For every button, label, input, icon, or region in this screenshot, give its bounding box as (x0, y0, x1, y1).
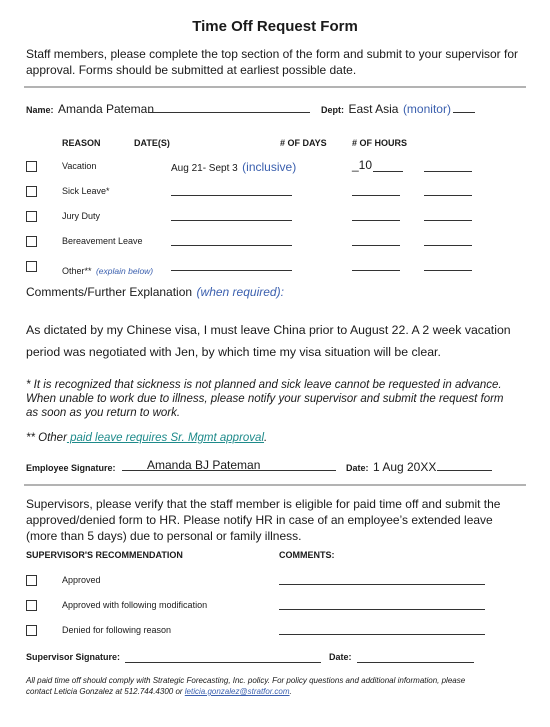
bereavement-label: Bereavement Leave (62, 236, 143, 246)
denied-checkbox[interactable] (26, 625, 37, 636)
vacation-extra-underline[interactable] (424, 171, 472, 172)
dept-note: (monitor) (402, 102, 451, 116)
jury-duty-hours-field[interactable] (352, 220, 400, 221)
approved-modification-checkbox[interactable] (26, 600, 37, 611)
intro-text: Staff members, please complete the top section of the form and submit to your supervisor for approval. Forms should be submitted at earliest possible date. (26, 47, 519, 77)
supervisor-date-field[interactable] (357, 662, 474, 663)
other-footnote-prefix: ** Other (26, 432, 67, 444)
footer-line-2 (26, 686, 526, 697)
vacation-label: Vacation (62, 161, 97, 171)
employee-date-value[interactable]: 1 Aug 20XX (372, 460, 437, 474)
dept-row (321, 100, 451, 118)
footer-email-link[interactable]: leticia.gonzalez@stratfor.com (184, 687, 290, 696)
vacation-dates[interactable] (171, 158, 296, 176)
header-days: # OF DAYS (280, 138, 327, 148)
vacation-checkbox[interactable] (26, 161, 37, 172)
supervisor-intro: Supervisors, please verify that the staff member is eligible for paid time off and submit the approved/denied form to HR. Please notify HR in case of an employee’s extended leave (more than 5 days) due to personal or family illness. (26, 497, 501, 543)
supervisor-signature-label: Supervisor Signature: (26, 652, 121, 662)
other-note: (explain below) (95, 266, 154, 276)
comments-text[interactable]: As dictated by my Chinese visa, I must leave China prior to August 22. A 2 week vacation period was negotiated with Jen, by which time my visa situation will be clear. (26, 323, 511, 359)
footer-contact: contact Leticia Gonzalez at 512.744.4300 or (26, 687, 185, 696)
form-title: Time Off Request Form (192, 18, 358, 35)
jury-duty-extra-field[interactable] (424, 220, 472, 221)
employee-signature-row (26, 458, 116, 476)
approved-modification-comment-field[interactable] (279, 609, 485, 610)
other-footnote-suffix: . (264, 432, 268, 444)
other-checkbox[interactable] (26, 261, 37, 272)
sick-leave-hours-field[interactable] (352, 195, 400, 196)
approved-checkbox[interactable] (26, 575, 37, 586)
approved-comment-field[interactable] (279, 584, 485, 585)
sick-leave-dates-field[interactable] (171, 195, 292, 196)
header-dates: DATE(S) (134, 138, 170, 148)
comments-note: (when required): (196, 285, 284, 299)
sick-leave-label: Sick Leave* (62, 186, 110, 196)
jury-duty-label: Jury Duty (62, 211, 101, 221)
name-row (26, 100, 154, 118)
employee-signature-underline (122, 470, 336, 471)
vacation-dates-note: (inclusive) (242, 160, 297, 174)
other-row-label (62, 261, 153, 279)
divider (24, 484, 526, 486)
other-extra-field[interactable] (424, 270, 472, 271)
vacation-hours-value[interactable]: _10 (352, 158, 373, 172)
header-hours: # OF HOURS (352, 138, 408, 148)
sick-leave-footnote: * It is recognized that sickness is not planned and sick leave cannot be requested in advance. When unable to work due to illness, please notify your supervisor and submit the request form as soon as you return to work. (26, 379, 504, 419)
other-footnote (26, 432, 267, 444)
employee-date-label: Date: (346, 463, 369, 473)
header-reason: REASON (62, 138, 101, 148)
vacation-dates-value: Aug 21- Sept 3 (171, 163, 238, 174)
footer-note (26, 675, 526, 697)
comments-heading (26, 283, 284, 301)
other-footnote-link[interactable]: paid leave requires Sr. Mgmt approval (66, 432, 265, 444)
other-label: Other** (62, 266, 92, 276)
bereavement-dates-field[interactable] (171, 245, 292, 246)
bereavement-checkbox[interactable] (26, 236, 37, 247)
name-label: Name: (26, 105, 54, 115)
name-value[interactable]: Amanda Pateman (57, 102, 155, 116)
employee-date-row (346, 458, 436, 476)
bereavement-extra-field[interactable] (424, 245, 472, 246)
bereavement-hours-field[interactable] (352, 245, 400, 246)
sick-leave-extra-field[interactable] (424, 195, 472, 196)
jury-duty-checkbox[interactable] (26, 211, 37, 222)
comments-label: Comments/Further Explanation (26, 285, 193, 299)
vacation-hours-underline (373, 171, 403, 172)
other-hours-field[interactable] (352, 270, 400, 271)
dept-value[interactable]: East Asia (348, 102, 399, 116)
supervisor-recommendation-header: SUPERVISOR'S RECOMMENDATION (26, 550, 183, 560)
footer-suffix: . (289, 687, 292, 696)
employee-date-underline (437, 470, 492, 471)
dept-label: Dept: (321, 105, 344, 115)
other-dates-field[interactable] (171, 270, 292, 271)
name-underline (148, 112, 310, 113)
sick-leave-checkbox[interactable] (26, 186, 37, 197)
employee-signature-label: Employee Signature: (26, 463, 116, 473)
jury-duty-dates-field[interactable] (171, 220, 292, 221)
dept-underline (453, 112, 475, 113)
supervisor-date-label: Date: (329, 652, 352, 662)
supervisor-comments-header: COMMENTS: (279, 550, 335, 560)
footer-line-1: All paid time off should comply with Strategic Forecasting, Inc. policy. For policy questions and additional information, please (26, 676, 466, 685)
supervisor-signature-field[interactable] (125, 662, 321, 663)
approved-modification-label: Approved with following modification (62, 600, 208, 610)
denied-comment-field[interactable] (279, 634, 485, 635)
approved-label: Approved (62, 575, 101, 585)
denied-label: Denied for following reason (62, 625, 172, 635)
divider (24, 86, 526, 88)
employee-signature-value[interactable]: Amanda BJ Pateman (147, 458, 261, 472)
